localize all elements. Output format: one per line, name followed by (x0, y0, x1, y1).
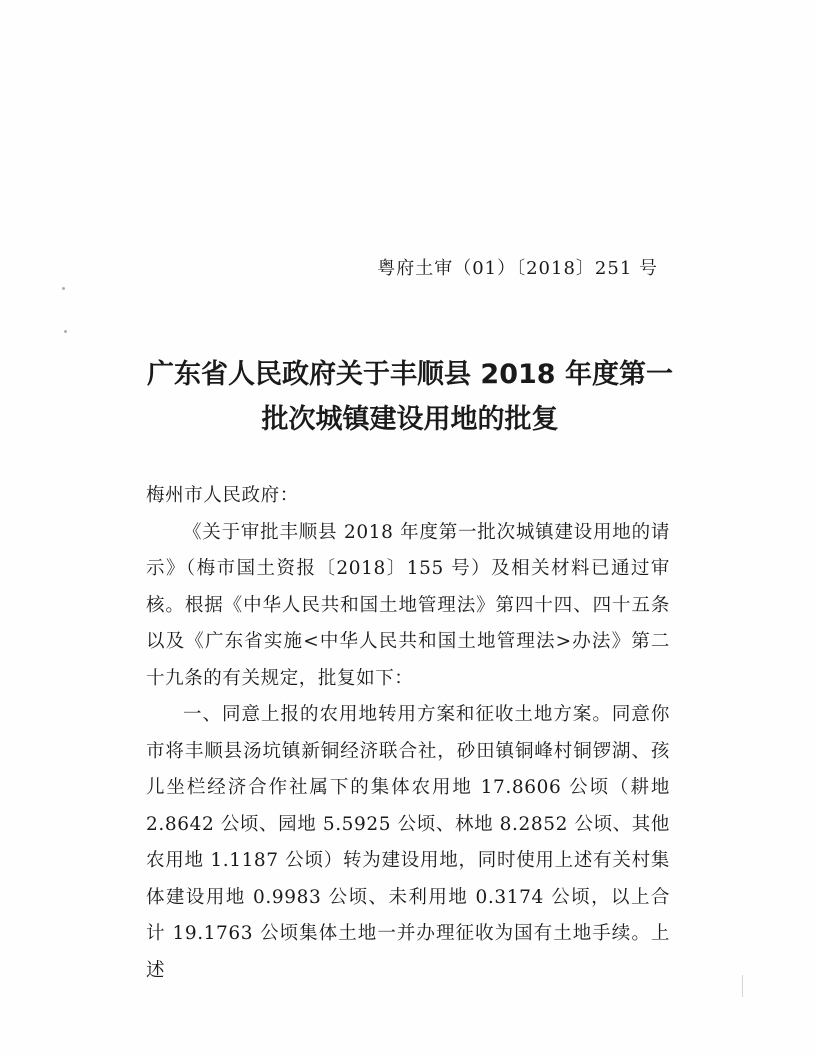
scan-speck (62, 287, 65, 290)
document-body (146, 478, 670, 989)
document-title (120, 352, 700, 442)
body-paragraph-1: 《关于审批丰顺县 2018 年度第一批次城镇建设用地的请示》（梅市国土资报〔2018〕155 号）及相关材料已通过审核。根据《中华人民共和国土地管理法》第四十四、四十五条以及《广东省实施<中华人民共和国土地管理法>办法》第二十九条的有关规定，批复如下： (146, 521, 670, 689)
salutation: 梅州市人民政府： (146, 485, 299, 506)
document-number: 粤府土审（01）〔2018〕251 号 (377, 258, 658, 279)
body-paragraph-2: 一、同意上报的农用地转用方案和征收土地方案。同意你市将丰顺县汤坑镇新铜经济联合社，砂田镇铜峰村铜锣湖、孩儿坐栏经济合作社属下的集体农用地 17.8606 公顷（耕地 2.8642 公顷、园地 5.5925 公顷、林地 8.2852 公顷、其他农用地 1.1187 公顷）转为建设用地，同时使用上述有关村集体建设用地 0.9983 公顷、未利用地 0.3174 公顷，以上合计 19.1763 公顷集体土地一并办理征收为国有土地手续。上述 (146, 704, 670, 981)
scan-speck (64, 330, 67, 333)
scan-edge-mark (742, 975, 743, 997)
title-line-2: 批次城镇建设用地的批复 (261, 404, 559, 435)
title-line-1: 广东省人民政府关于丰顺县 2018 年度第一 (147, 359, 673, 390)
